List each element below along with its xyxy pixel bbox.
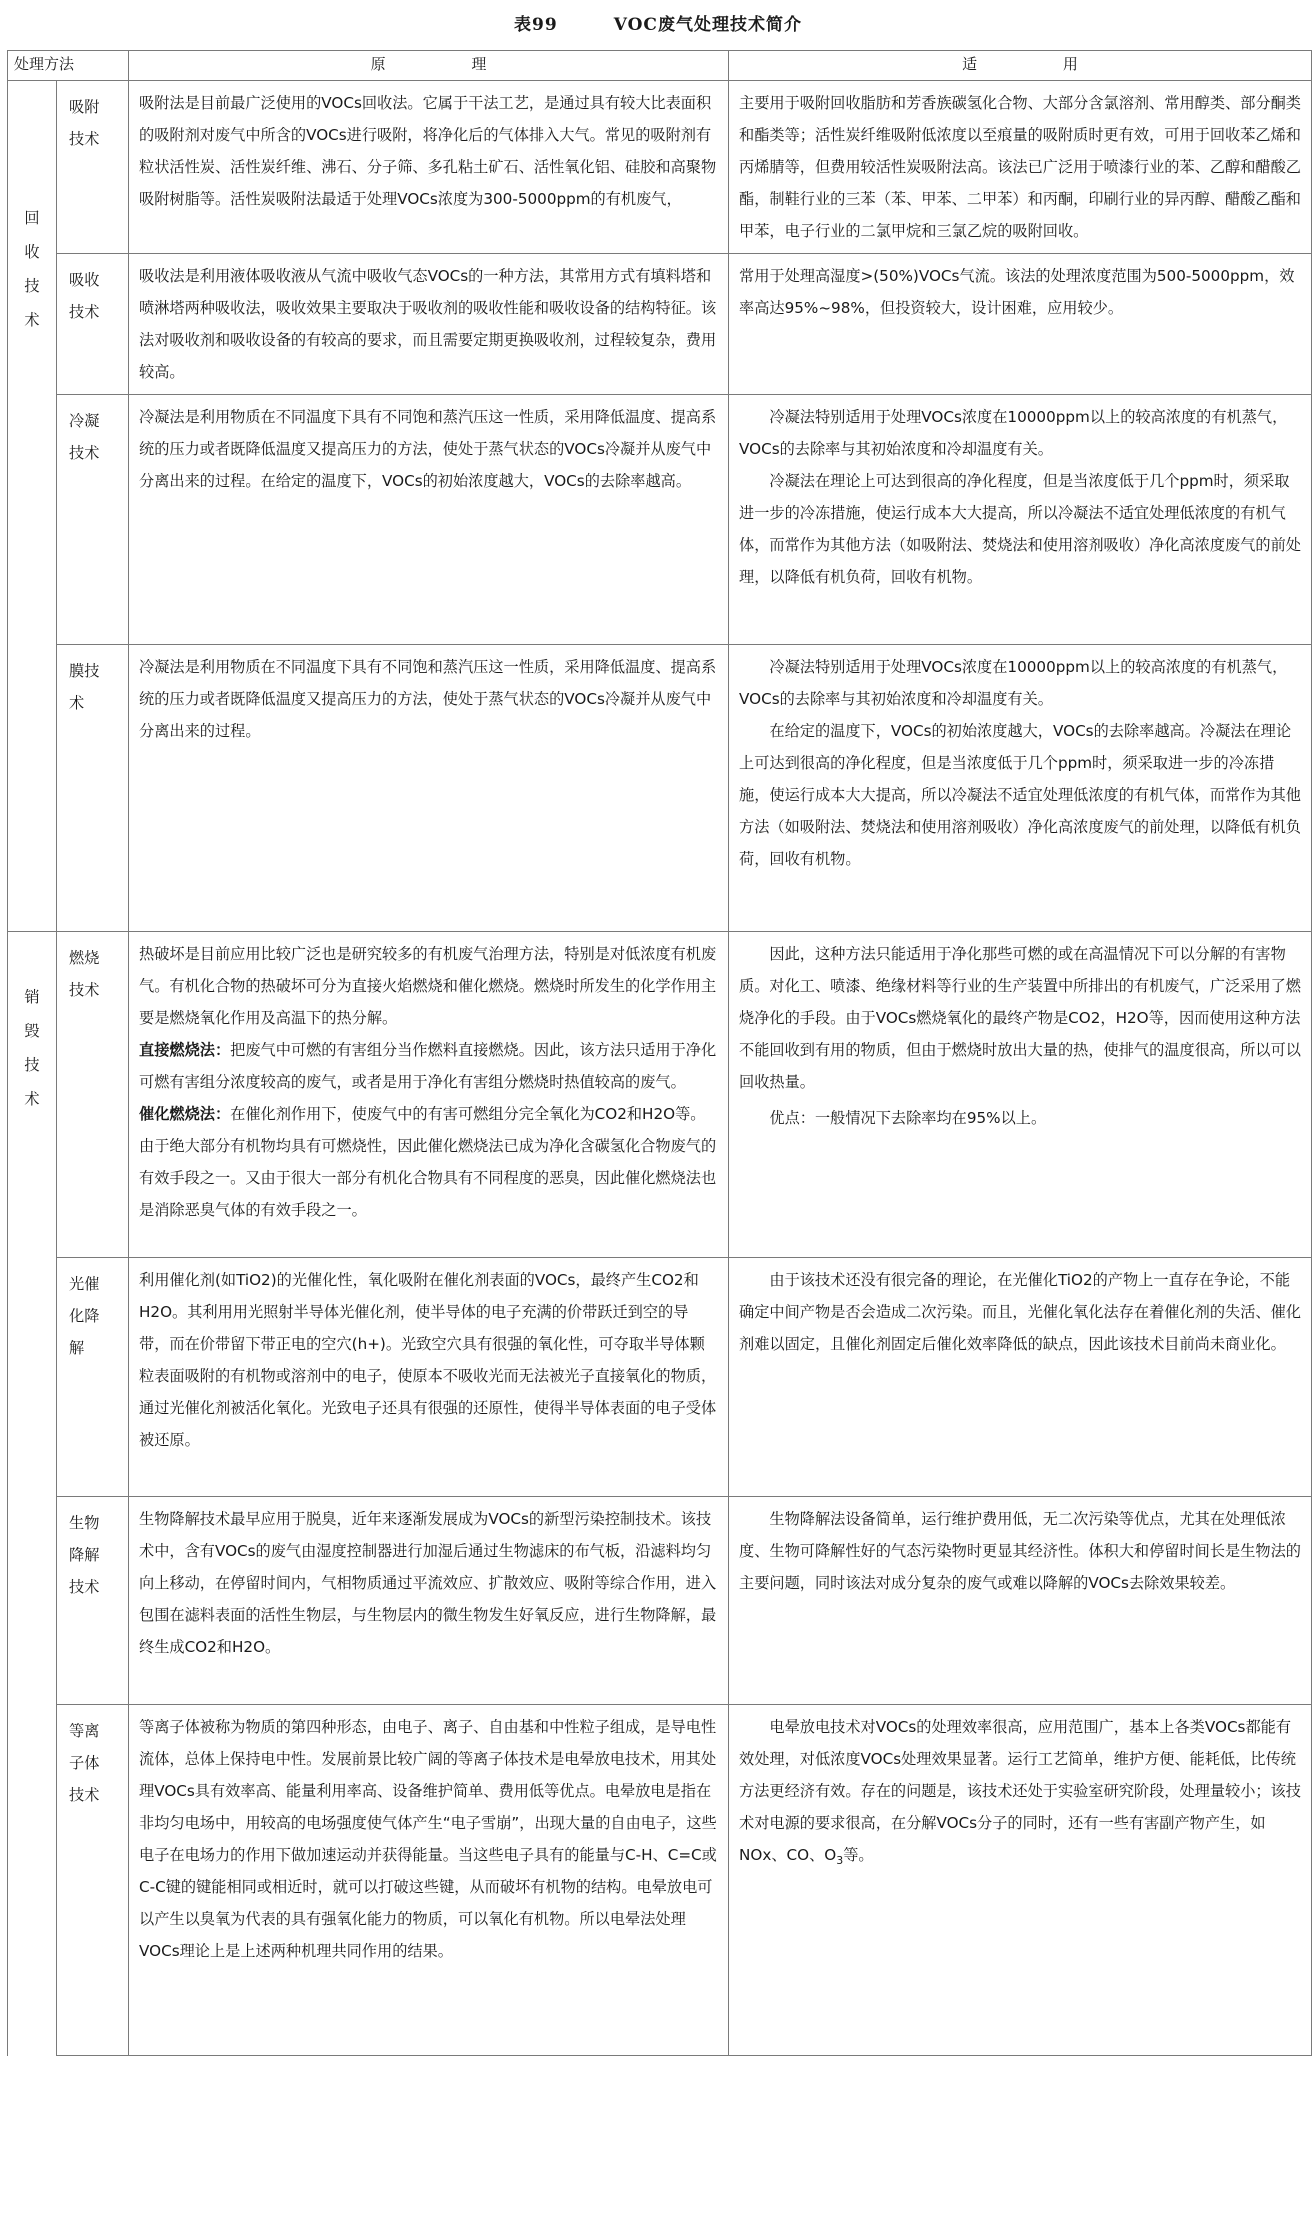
table-row	[8, 1258, 1312, 1497]
application-cell: 主要用于吸附回收脂肪和芳香族碳氢化合物、大部分含氯溶剂、常用醇类、部分酮类和酯类等；活性炭纤维吸附低浓度以至痕量的吸附质时更有效，可用于回收苯乙烯和丙烯腈等，但费用较活性炭吸附法高。该法已广泛用于喷漆行业的苯、乙醇和醋酸乙酯，制鞋行业的三苯（苯、甲苯、二甲苯）和丙酮，印刷行业的异丙醇、醋酸乙酯和甲苯，电子行业的二氯甲烷和三氯乙烷的吸附回收。	[729, 81, 1312, 254]
table-number: 表99	[514, 15, 558, 35]
principle-cell: 冷凝法是利用物质在不同温度下具有不同饱和蒸汽压这一性质，采用降低温度、提高系统的压力或者既降低温度又提高压力的方法，使处于蒸气状态的VOCs冷凝并从废气中分离出来的过程。在给定的温度下，VOCs的初始浓度越大，VOCs的去除率越高。	[129, 395, 729, 645]
principle-cell: 吸收法是利用液体吸收液从气流中吸收气态VOCs的一种方法，其常用方式有填料塔和喷淋塔两种吸收法，吸收效果主要取决于吸收剂的吸收性能和吸收设备的结构特征。该法对吸收剂和吸收设备的有较高的要求，而且需要定期更换吸收剂，过程较复杂，费用较高。	[129, 254, 729, 395]
method-name: 生物 降解 技术	[57, 1497, 129, 1705]
table-name: VOC废气处理技术简介	[613, 15, 802, 35]
application-cell: 生物降解法设备简单，运行维护费用低，无二次污染等优点，尤其在处理低浓度、生物可降解性好的气态污染物时更显其经济性。体积大和停留时间长是生物法的主要问题，同时该法对成分复杂的废气或难以降解的VOCs去除效果较差。	[729, 1497, 1312, 1705]
principle-cell: 利用催化剂(如TiO2)的光催化性，氧化吸附在催化剂表面的VOCs，最终产生CO2和H2O。其利用用光照射半导体光催化剂，使半导体的电子充满的价带跃迁到空的导带，而在价带留下带正电的空穴(h+)。光致空穴具有很强的氧化性，可夺取半导体颗粒表面吸附的有机物或溶剂中的电子，使原本不吸收光而无法被光子直接氧化的物质，通过光催化剂被活化氧化。光致电子还具有很强的还原性，使得半导体表面的电子受体被还原。	[129, 1258, 729, 1497]
application-cell: 冷凝法特别适用于处理VOCs浓度在10000ppm以上的较高浓度的有机蒸气，VOCs的去除率与其初始浓度和冷却温度有关。 在给定的温度下，VOCs的初始浓度越大，VOCs的去除率越高。冷凝法在理论上可达到很高的净化程度，但是当浓度低于几个ppm时，须采取进一步的冷冻措施，使运行成本大大提高，所以冷凝法不适宜处理低浓度的有机气体，而常作为其他方法（如吸附法、焚烧法和使用溶剂吸收）净化高浓度废气的前处理，以降低有机负荷，回收有机物。	[729, 645, 1312, 932]
catalytic-combustion-label: 催化燃烧法：	[139, 1105, 231, 1123]
application-cell: 电晕放电技术对VOCs的处理效率很高，应用范围广，基本上各类VOCs都能有效处理，对低浓度VOCs处理效果显著。运行工艺简单，维护方便、能耗低，比传统方法更经济有效。存在的问题是，该技术还处于实验室研究阶段，处理量较小；该技术对电源的要求很高，在分解VOCs分子的同时，还有一些有害副产物产生，如NOx、CO、$O_3$等。	[729, 1705, 1312, 2056]
principle-cell: 等离子体被称为物质的第四种形态，由电子、离子、自由基和中性粒子组成，是导电性流体，总体上保持电中性。发展前景比较广阔的等离子体技术是电晕放电技术，用其处理VOCs具有效率高、能量利用率高、设备维护简单、费用低等优点。电晕放电是指在非均匀电场中，用较高的电场强度使气体产生“电子雪崩”，出现大量的自由电子，这些电子在电场力的作用下做加速运动并获得能量。当这些电子具有的能量与C-H、C=C或C-C键的键能相同或相近时，就可以打破这些键，从而破坏有机物的结构。电晕放电可以产生以臭氧为代表的具有强氧化能力的物质，可以氧化有机物。所以电晕法处理VOCs理论上是上述两种机理共同作用的结果。	[129, 1705, 729, 2056]
method-name: 吸收 技术	[57, 254, 129, 395]
principle-cell: 热破坏是目前应用比较广泛也是研究较多的有机废气治理方法，特别是对低浓度有机废气。有机化合物的热破坏可分为直接火焰燃烧和催化燃烧。燃烧时所发生的化学作用主要是燃烧氧化作用及高温下的热分解。 直接燃烧法：把废气中可燃的有害组分当作燃料直接燃烧。因此，该方法只适用于净化可燃有害组分浓度较高的废气，或者是用于净化有害组分燃烧时热值较高的废气。 催化燃烧法：在催化剂作用下，使废气中的有害可燃组分完全氧化为CO2和H2O等。由于绝大部分有机物均具有可燃烧性，因此催化燃烧法已成为净化含碳氢化合物废气的有效手段之一。又由于很大一部分有机化合物具有不同程度的恶臭，因此催化燃烧法也是消除恶臭气体的有效手段之一。	[129, 932, 729, 1258]
table-title	[0, 10, 1316, 35]
application-cell: 因此，这种方法只能适用于净化那些可燃的或在高温情况下可以分解的有害物质。对化工、喷漆、绝缘材料等行业的生产装置中所排出的有机废气，广泛采用了燃烧净化的手段。由于VOCs燃烧氧化的最终产物是CO2，H2O等，因而使用这种方法不能回收到有用的物质，但由于燃烧时放出大量的热，使排气的温度很高，所以可以回收热量。 优点：一般情况下去除率均在95%以上。	[729, 932, 1312, 1258]
direct-combustion-label: 直接燃烧法：	[139, 1041, 231, 1059]
method-name: 膜技 术	[57, 645, 129, 932]
table-row	[8, 1497, 1312, 1705]
principle-cell: 冷凝法是利用物质在不同温度下具有不同饱和蒸汽压这一性质，采用降低温度、提高系统的压力或者既降低温度又提高压力的方法，使处于蒸气状态的VOCs冷凝并从废气中分离出来的过程。	[129, 645, 729, 932]
category-recovery: 回 收 技 术	[8, 81, 57, 932]
method-name: 等离 子体 技术	[57, 1705, 129, 2056]
table-row	[8, 1705, 1312, 2056]
application-cell: 常用于处理高湿度>(50%)VOCs气流。该法的处理浓度范围为500-5000ppm，效率高达95%~98%，但投资较大，设计困难，应用较少。	[729, 254, 1312, 395]
method-name: 吸附 技术	[57, 81, 129, 254]
table-row	[8, 645, 1312, 932]
method-name: 燃烧 技术	[57, 932, 129, 1258]
header-principle: 原 理	[129, 51, 729, 81]
method-name: 光催 化降 解	[57, 1258, 129, 1497]
principle-cell: 吸附法是目前最广泛使用的VOCs回收法。它属于干法工艺，是通过具有较大比表面积的吸附剂对废气中所含的VOCs进行吸附，将净化后的气体排入大气。常见的吸附剂有粒状活性炭、活性炭纤维、沸石、分子筛、多孔粘土矿石、活性氧化铝、硅胶和高聚物吸附树脂等。活性炭吸附法最适于处理VOCs浓度为300-5000ppm的有机废气，	[129, 81, 729, 254]
category-destruction: 销 毁 技 术	[8, 932, 57, 2056]
header-application: 适 用	[729, 51, 1312, 81]
header-method: 处理方法	[8, 51, 129, 81]
table-row	[8, 932, 1312, 1258]
application-cell: 由于该技术还没有很完备的理论，在光催化TiO2的产物上一直存在争论，不能确定中间产物是否会造成二次污染。而且，光催化氧化法存在着催化剂的失活、催化剂难以固定，且催化剂固定后催化效率降低的缺点，因此该技术目前尚未商业化。	[729, 1258, 1312, 1497]
application-cell: 冷凝法特别适用于处理VOCs浓度在10000ppm以上的较高浓度的有机蒸气，VOCs的去除率与其初始浓度和冷却温度有关。 冷凝法在理论上可达到很高的净化程度，但是当浓度低于几个ppm时，须采取进一步的冷冻措施，使运行成本大大提高，所以冷凝法不适宜处理低浓度的有机气体，而常作为其他方法（如吸附法、焚烧法和使用溶剂吸收）净化高浓度废气的前处理，以降低有机负荷，回收有机物。	[729, 395, 1312, 645]
voc-treatment-table	[7, 50, 1312, 2056]
table-row	[8, 81, 1312, 254]
header-row	[8, 51, 1312, 81]
method-name: 冷凝 技术	[57, 395, 129, 645]
table-row	[8, 395, 1312, 645]
table-row	[8, 254, 1312, 395]
principle-cell: 生物降解技术最早应用于脱臭，近年来逐渐发展成为VOCs的新型污染控制技术。该技术中，含有VOCs的废气由湿度控制器进行加湿后通过生物滤床的布气板，沿滤料均匀向上移动，在停留时间内，气相物质通过平流效应、扩散效应、吸附等综合作用，进入包围在滤料表面的活性生物层，与生物层内的微生物发生好氧反应，进行生物降解，最终生成CO2和H2O。	[129, 1497, 729, 1705]
